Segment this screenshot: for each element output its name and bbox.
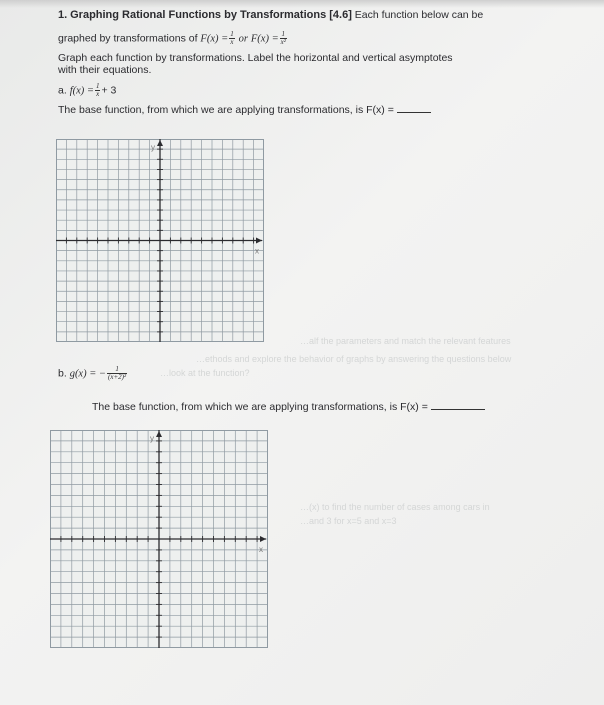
part-a-fraction — [95, 83, 101, 98]
part-a-lhs: f(x) = — [69, 85, 94, 97]
numerator: 1 — [281, 30, 286, 38]
problem-number: 1. — [58, 9, 68, 21]
part-b-question — [92, 401, 485, 414]
base-function-1: F(x) = — [200, 33, 229, 45]
intro-line-2 — [58, 31, 288, 46]
or-word: or — [238, 33, 248, 45]
part-b-fraction — [107, 366, 127, 381]
instructions-line-2: with their equations. — [58, 64, 152, 76]
part-a-graph[interactable] — [56, 139, 264, 342]
y-axis-label: y — [150, 434, 154, 443]
denominator: x — [96, 90, 100, 98]
ghost-text: …look at the function? — [160, 368, 250, 378]
x-axis-label: x — [255, 246, 259, 256]
page-top-shadow — [0, 0, 604, 8]
part-a-answer-blank[interactable] — [397, 112, 431, 113]
denominator: x — [230, 38, 234, 46]
part-a-prompt: The base function, from which we are applying transformations, is F(x) = — [58, 104, 394, 116]
intro-text: Each function below can be — [354, 9, 484, 21]
part-a-question — [58, 104, 431, 117]
part-b-lhs: g(x) = − — [69, 368, 107, 380]
intro-text: graphed by transformations of — [58, 32, 198, 45]
part-b-label: b. — [58, 367, 67, 380]
y-axis-label: y — [151, 143, 155, 152]
denominator: x² — [280, 38, 286, 46]
part-b-answer-blank[interactable] — [431, 409, 485, 410]
instructions-line-1: Graph each function by transformations. Label the horizontal and vertical asymptotes — [58, 52, 453, 64]
numerator: 1 — [95, 82, 100, 90]
denominator: (x+2)² — [108, 373, 127, 381]
ghost-text: …and 3 for x=5 and x=3 — [300, 516, 397, 526]
part-a-function — [58, 83, 116, 98]
base-function-2: F(x) = — [250, 33, 279, 45]
numerator: 1 — [230, 30, 234, 38]
part-a-constant: + 3 — [101, 84, 117, 97]
x-axis-label: x — [259, 545, 263, 554]
numerator: 1 — [107, 366, 127, 374]
fraction-1-over-x-squared — [280, 31, 287, 46]
ghost-text: …(x) to find the number of cases among cars in — [300, 502, 490, 512]
part-b-prompt: The base function, from which we are applying transformations, is F(x) = — [92, 401, 428, 413]
part-b-function — [58, 366, 128, 381]
part-a-label: a. — [58, 84, 67, 97]
problem-heading — [58, 9, 483, 22]
ghost-text: …ethods and explore the behavior of graphs by answering the questions below — [196, 354, 512, 364]
fraction-1-over-x — [229, 31, 235, 46]
part-b-graph[interactable] — [50, 430, 268, 648]
ghost-text: …alf the parameters and match the relevant features — [300, 336, 511, 346]
problem-title: Graphing Rational Functions by Transformations [4.6] — [70, 9, 352, 21]
